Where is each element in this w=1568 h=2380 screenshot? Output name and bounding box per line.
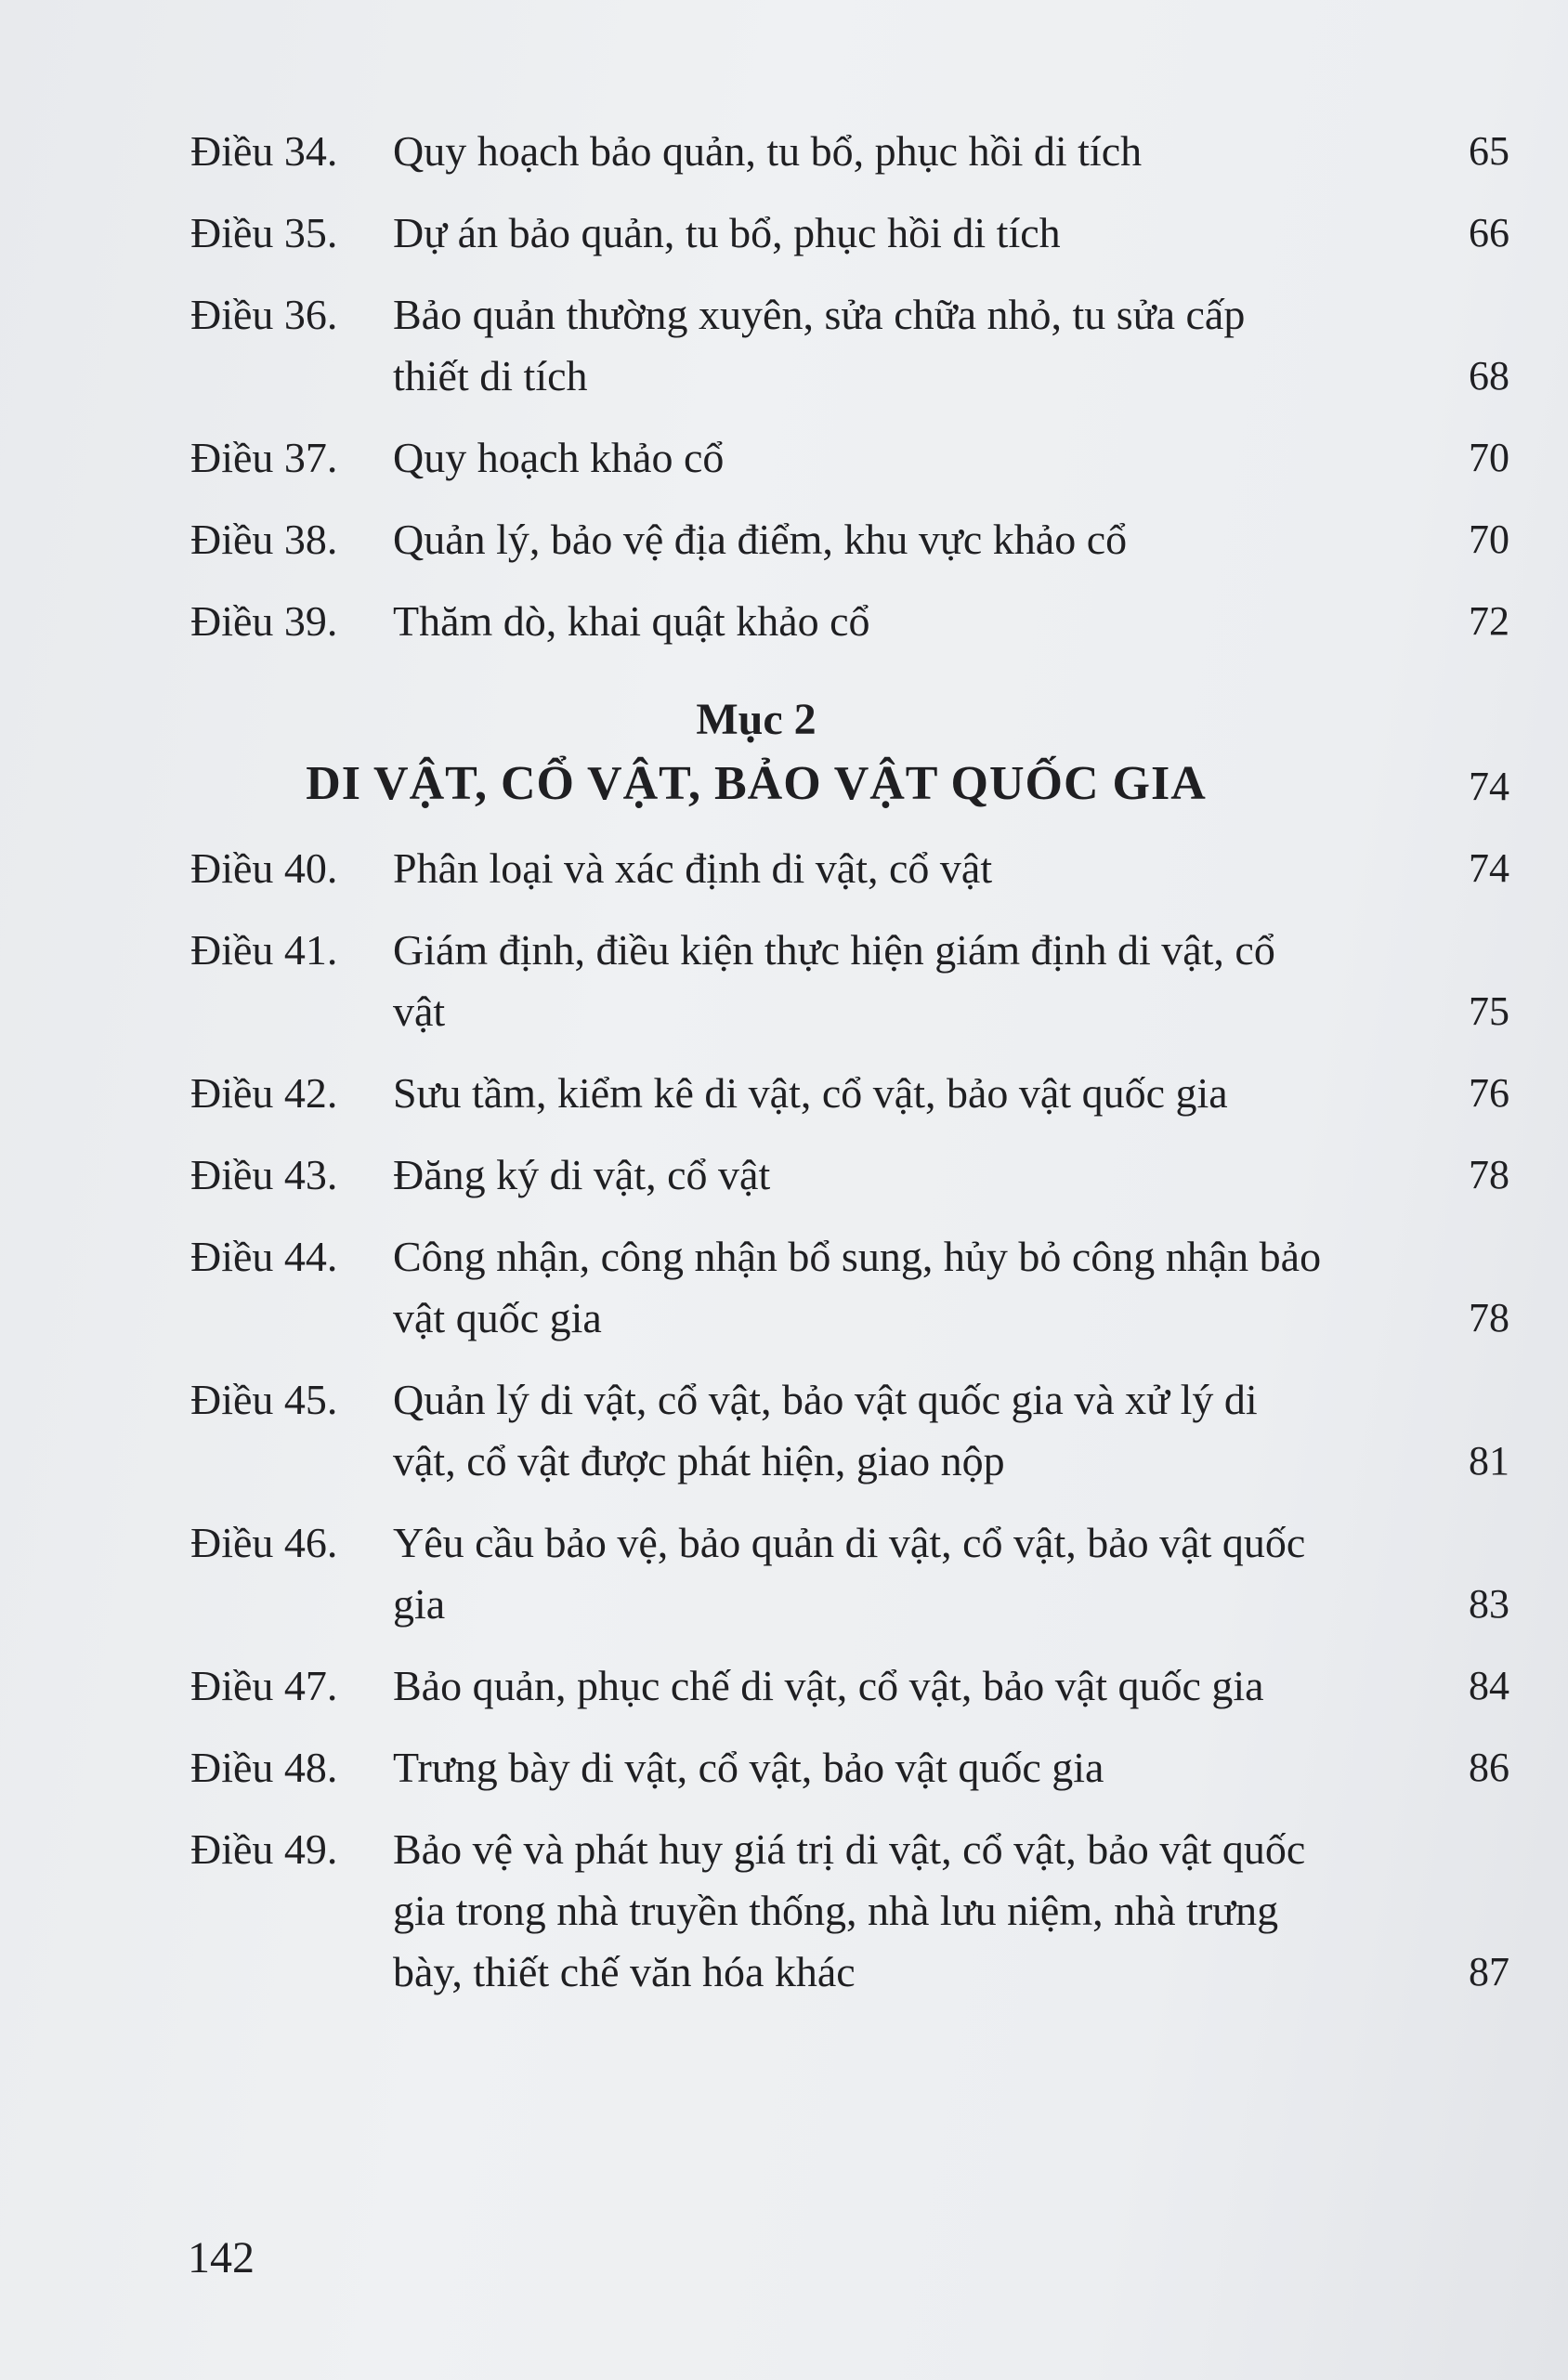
article-title: Bảo vệ và phát huy giá trị di vật, cổ vật, bảo vật quốc gia trong nhà truyền thống, nhà lưu niệm, nhà trưng bày, thiết chế văn hóa khác	[393, 1825, 1306, 1995]
article-title: Phân loại và xác định di vật, cổ vật	[393, 844, 993, 892]
article-number: Điều 49.	[190, 1825, 338, 1873]
article-title: Quản lý, bảo vệ địa điểm, khu vực khảo cổ	[393, 516, 1128, 563]
article-title: Trưng bày di vật, cổ vật, bảo vật quốc gia	[393, 1744, 1104, 1791]
article-number: Điều 43.	[190, 1151, 338, 1198]
page-number: 76	[1469, 1070, 1509, 1116]
article-title: Giám định, điều kiện thực hiện giám định di vật, cổ vật	[393, 926, 1275, 1035]
article-number: Điều 41.	[190, 926, 338, 974]
toc-entry-42	[190, 1063, 1509, 1124]
toc-entry-47	[190, 1655, 1509, 1717]
article-number: Điều 44.	[190, 1233, 338, 1280]
page-number: 78	[1469, 1295, 1509, 1340]
article-title: Bảo quản, phục chế di vật, cổ vật, bảo vật quốc gia	[393, 1662, 1264, 1709]
article-number: Điều 34.	[190, 127, 338, 175]
toc-entry-49	[190, 1819, 1509, 2003]
toc-entry-44	[190, 1226, 1509, 1349]
page-number: 66	[1469, 210, 1509, 255]
article-title: Thăm dò, khai quật khảo cổ	[393, 597, 870, 645]
toc-entry-41	[190, 920, 1509, 1042]
toc-entry-46	[190, 1512, 1509, 1635]
page-number: 86	[1469, 1745, 1509, 1790]
page-number: 68	[1469, 353, 1509, 399]
article-title: Sưu tầm, kiểm kê di vật, cổ vật, bảo vật quốc gia	[393, 1069, 1228, 1117]
page-number: 84	[1469, 1663, 1509, 1708]
section-label: Mục 2	[696, 695, 817, 744]
toc-entry-35	[190, 203, 1509, 264]
page-number: 87	[1469, 1949, 1509, 1994]
toc-entry-40	[190, 838, 1509, 899]
page-number: 75	[1469, 988, 1509, 1034]
page-number: 74	[1469, 845, 1509, 891]
article-number: Điều 47.	[190, 1662, 338, 1709]
folio-page-number: 142	[188, 2233, 255, 2282]
article-number: Điều 48.	[190, 1744, 338, 1791]
article-title: Quy hoạch bảo quản, tu bổ, phục hồi di tích	[393, 127, 1143, 175]
toc-entry-45	[190, 1369, 1509, 1492]
article-title: Đăng ký di vật, cổ vật	[393, 1151, 771, 1198]
page-number: 70	[1469, 517, 1509, 562]
article-number: Điều 38.	[190, 516, 338, 563]
article-number: Điều 42.	[190, 1069, 338, 1117]
toc-entry-43	[190, 1144, 1509, 1206]
toc-entry-34	[190, 121, 1509, 182]
article-title: Quản lý di vật, cổ vật, bảo vật quốc gia và xử lý di vật, cổ vật được phát hiện, giao nộp	[393, 1376, 1258, 1484]
article-number: Điều 37.	[190, 434, 338, 481]
article-number: Điều 46.	[190, 1519, 338, 1566]
article-title: Yêu cầu bảo vệ, bảo quản di vật, cổ vật, bảo vật quốc gia	[393, 1519, 1306, 1628]
article-number: Điều 45.	[190, 1376, 338, 1423]
page-number: 81	[1469, 1438, 1509, 1484]
article-number: Điều 40.	[190, 844, 338, 892]
toc-entry-48	[190, 1737, 1509, 1798]
article-number: Điều 36.	[190, 291, 338, 338]
page-number: 72	[1469, 598, 1509, 644]
toc-entry-37	[190, 427, 1509, 489]
page-number: 78	[1469, 1152, 1509, 1197]
section-title: DI VẬT, CỔ VẬT, BẢO VẬT QUỐC GIA	[306, 757, 1207, 810]
toc-entry-36	[190, 284, 1509, 407]
article-title: Công nhận, công nhận bổ sung, hủy bỏ công nhận bảo vật quốc gia	[393, 1233, 1322, 1341]
article-title: Quy hoạch khảo cổ	[393, 434, 725, 481]
article-number: Điều 39.	[190, 597, 338, 645]
page-number: 83	[1469, 1581, 1509, 1627]
article-title: Dự án bảo quản, tu bổ, phục hồi di tích	[393, 209, 1061, 256]
table-of-contents	[190, 121, 1509, 2023]
page-number: 74	[1469, 764, 1509, 809]
page-number: 65	[1469, 128, 1509, 174]
toc-entry-38	[190, 509, 1509, 570]
article-title: Bảo quản thường xuyên, sửa chữa nhỏ, tu sửa cấp thiết di tích	[393, 291, 1246, 399]
section-heading	[190, 689, 1509, 817]
page-number: 70	[1469, 435, 1509, 480]
article-number: Điều 35.	[190, 209, 338, 256]
toc-entry-39	[190, 591, 1509, 652]
